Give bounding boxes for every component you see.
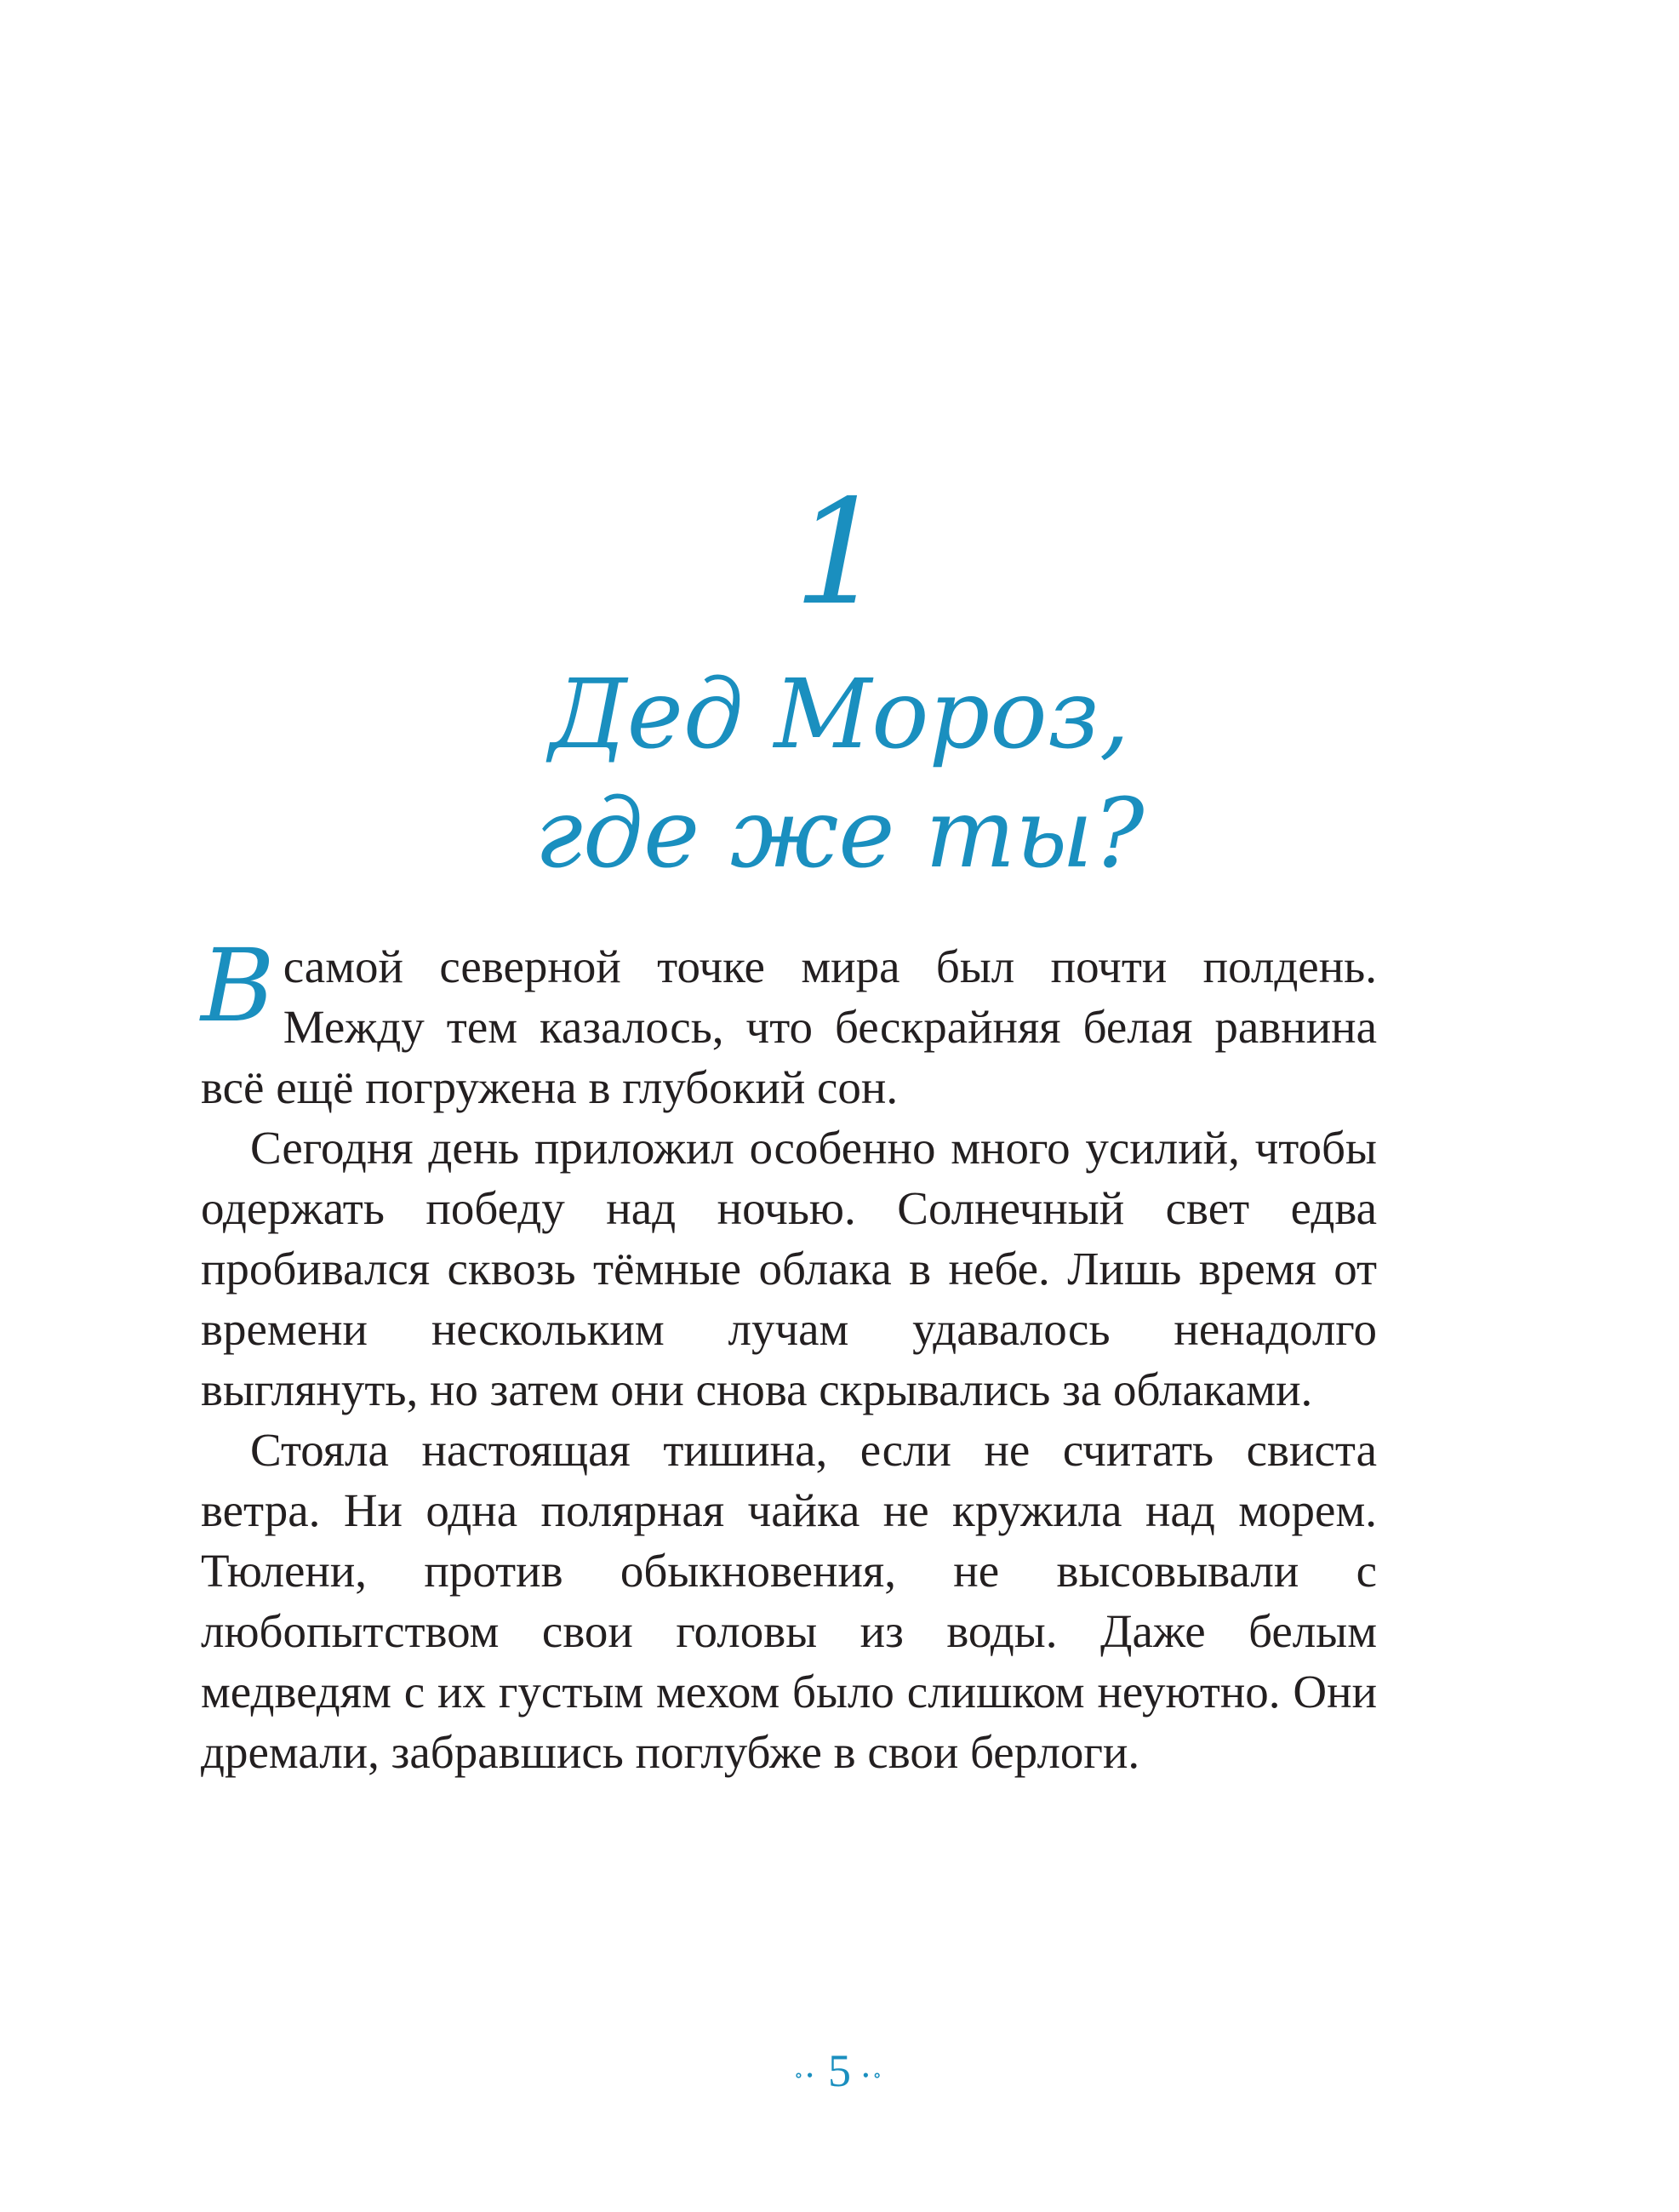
chapter-number: 1 — [793, 469, 886, 637]
paragraph-3: Стояла настоящая тишина, если не считать свиста ветра. Ни одна полярная чайка не кружила над морем. Тюлени, против обыкновения, не высовывали с любопытством свои головы из воды. Даже белым медведям с их густым мехом было слишком неуютно. Они дремали, забравшись поглубже в свои берлоги. — [201, 1424, 1377, 1778]
chapter-title-line-2: где же ты? — [534, 779, 1145, 889]
chapter-title — [0, 655, 1679, 894]
chapter-body — [201, 927, 1377, 1782]
paragraph-1 — [201, 927, 1377, 1117]
drop-cap: В — [201, 927, 275, 1044]
chapter-title-line-1: Дед Мороз, — [549, 660, 1130, 770]
ornament-right-icon: •∘ — [862, 2064, 885, 2086]
page-number: 5 — [828, 2045, 851, 2096]
ornament-left-icon: ∘• — [794, 2064, 817, 2086]
page-footer — [0, 2045, 1679, 2101]
paragraph-1-text: самой северной точке мира был почти полдень. Между тем казалось, что бескрайняя белая равнина всё ещё погружена в глубокий сон. — [201, 940, 1377, 1113]
paragraph-2: Сегодня день приложил особенно много усилий, чтобы одержать победу над ночью. Солнечный свет едва пробивался сквозь тёмные облака в небе. Лишь время от времени нескольким лучам удавалось ненадолго выглянуть, но затем они снова скрывались за облаками. — [201, 1122, 1377, 1415]
